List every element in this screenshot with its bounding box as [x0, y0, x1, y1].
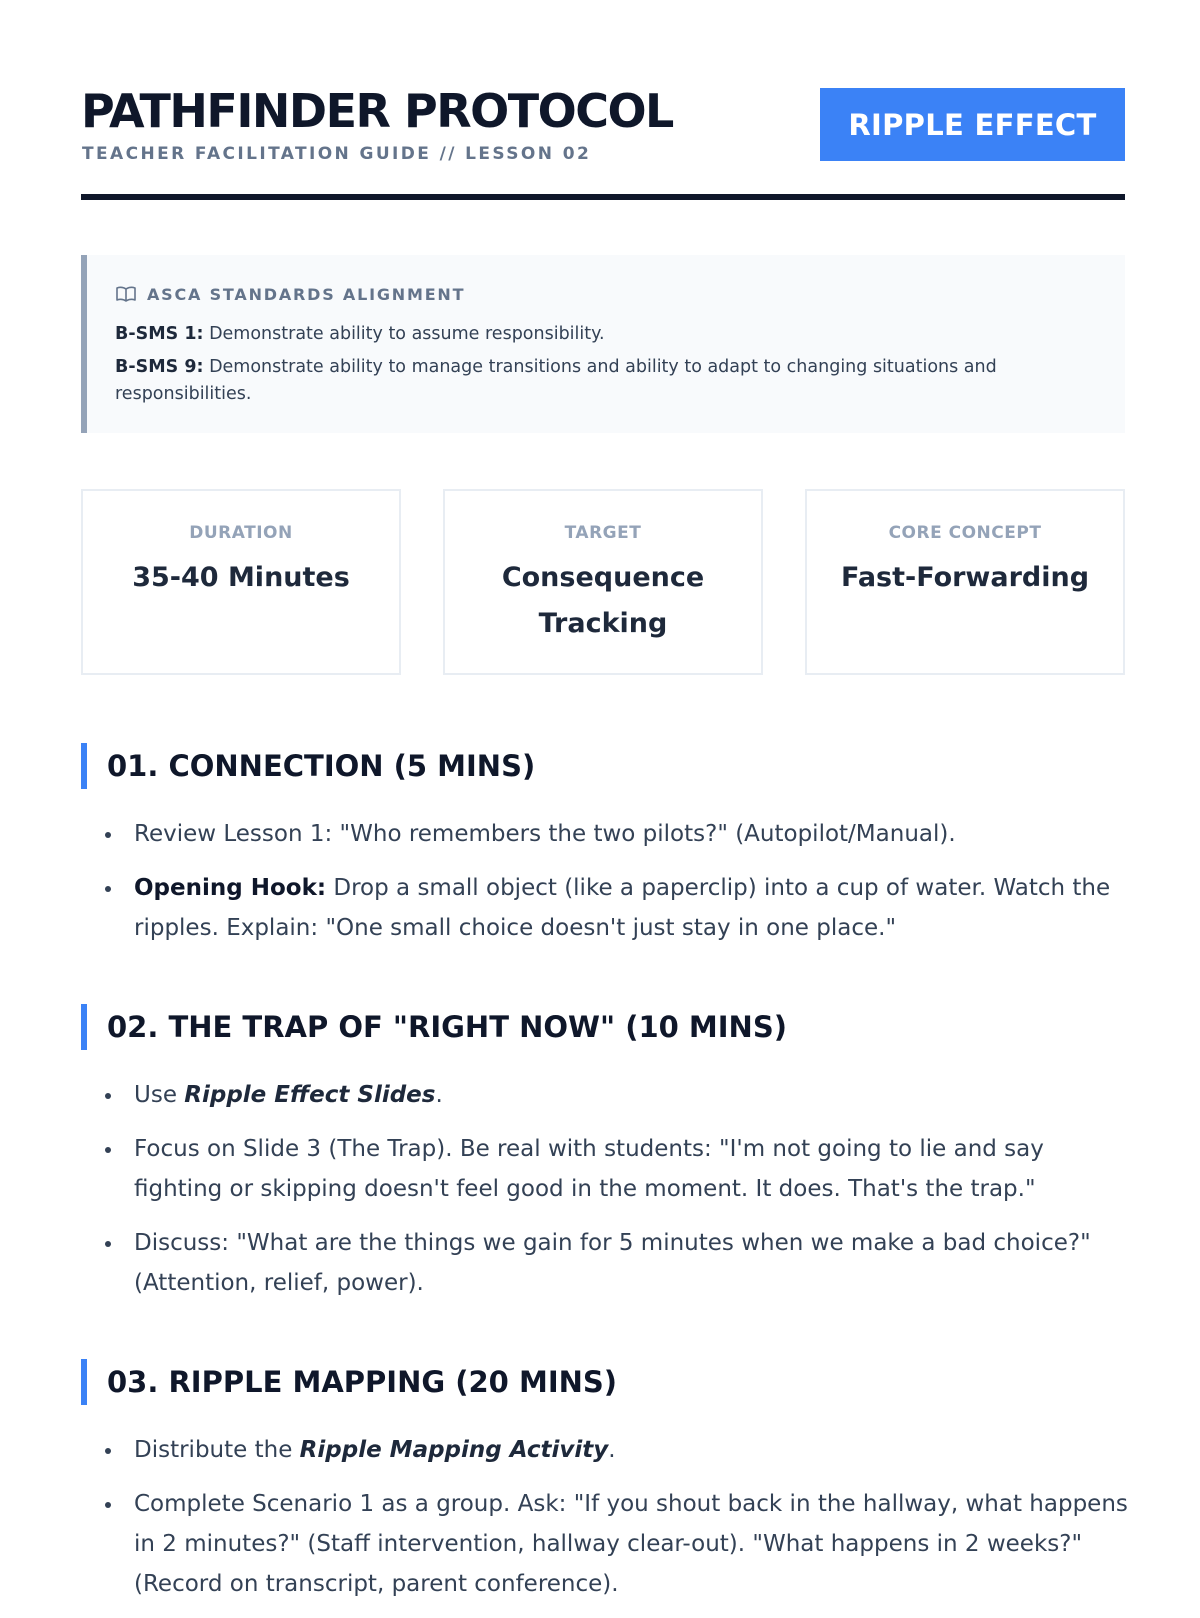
standard-code: B-SMS 9: [115, 357, 204, 377]
item-post: . [435, 1082, 443, 1108]
card-value: Consequence Tracking [501, 562, 705, 639]
section-heading-connection: 01. CONNECTION (5 MINS) [81, 743, 535, 789]
standard-text: Demonstrate ability to assume responsibility. [203, 324, 605, 344]
page-subtitle: TEACHER FACILITATION GUIDE // LESSON 02 [82, 144, 592, 164]
item-post: . [608, 1437, 616, 1463]
item-pre: Use [134, 1082, 185, 1108]
standard-code: B-SMS 1: [115, 324, 204, 344]
list-item [81, 814, 1131, 854]
list-item [81, 1223, 1131, 1303]
standard-text: Demonstrate ability to manage transitions and ability to adapt to changing situations and responsibilities. [115, 357, 997, 404]
card-label: CORE CONCEPT [888, 523, 1042, 543]
list-item [81, 1484, 1131, 1604]
card-label: DURATION [189, 523, 293, 543]
list-item [81, 1075, 1131, 1115]
item-pre: Distribute the [134, 1437, 300, 1463]
item-emphasis: Ripple Mapping Activity [299, 1437, 609, 1463]
item-text: Complete Scenario 1 as a group. Ask: "If you shout back in the hallway, what happens in 2 minutes?" (Staff intervention, hallway clear-out). "What happens in 2 weeks?" (Record on transcript, parent conference). [134, 1491, 1128, 1597]
list-item [81, 868, 1131, 948]
page-title: PATHFINDER PROTOCOL [81, 84, 673, 138]
item-text: Discuss: "What are the things we gain for 5 minutes when we make a bad choice?" (Attention, relief, power). [134, 1230, 1091, 1296]
section-list-connection [81, 814, 1131, 962]
standards-heading-label: ASCA STANDARDS ALIGNMENT [147, 284, 466, 304]
section-heading-trap: 02. THE TRAP OF "RIGHT NOW" (10 MINS) [81, 1004, 787, 1050]
book-icon [115, 285, 137, 303]
core-concept-card [805, 489, 1125, 675]
card-label: TARGET [564, 523, 642, 543]
list-item [81, 1129, 1131, 1209]
header-divider [81, 194, 1125, 200]
page-header [81, 86, 1125, 202]
list-item [81, 1430, 1131, 1470]
standards-heading [115, 283, 1097, 305]
item-text: Drop a small object (like a paperclip) into a cup of water. Watch the ripples. Explain: "One small choice doesn't just stay in one place." [134, 875, 1111, 941]
item-emphasis: Ripple Effect Slides [184, 1082, 436, 1108]
card-value: 35-40 Minutes [132, 562, 350, 593]
target-card [443, 489, 763, 675]
section-heading-ripple-mapping: 03. RIPPLE MAPPING (20 MINS) [81, 1359, 617, 1405]
standard-item [115, 354, 1097, 408]
lesson-badge: RIPPLE EFFECT [820, 88, 1125, 161]
standards-panel [81, 255, 1125, 433]
section-list-ripple-mapping [81, 1430, 1131, 1618]
card-value: Fast-Forwarding [840, 562, 1090, 593]
standard-item [115, 321, 1097, 348]
item-text: Focus on Slide 3 (The Trap). Be real with students: "I'm not going to lie and say fighting or skipping doesn't feel good in the moment. It does. That's the trap." [134, 1136, 1044, 1202]
item-text: Review Lesson 1: "Who remembers the two pilots?" (Autopilot/Manual). [134, 821, 956, 847]
duration-card [81, 489, 401, 675]
item-lead: Opening Hook: [134, 875, 327, 901]
section-list-trap [81, 1075, 1131, 1317]
